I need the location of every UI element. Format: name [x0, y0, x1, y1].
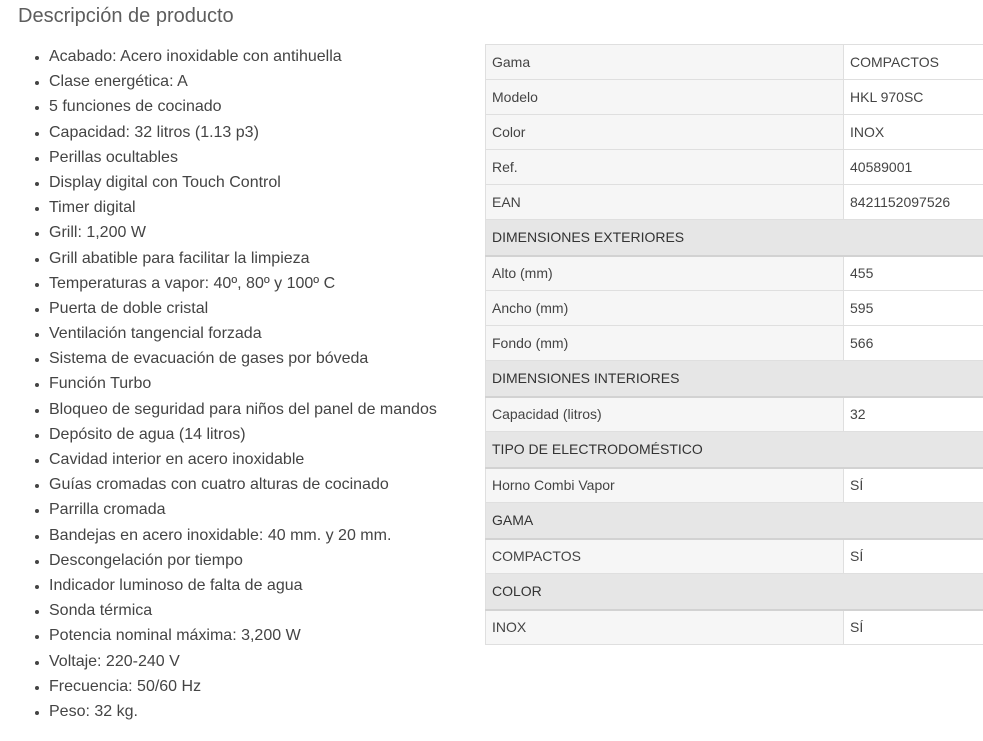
- feature-item: • Depósito de agua (14 litros): [49, 422, 437, 447]
- feature-item: • Indicador luminoso de falta de agua: [49, 573, 437, 598]
- spec-key: INOX: [486, 610, 844, 645]
- feature-item: • Puerta de doble cristal: [49, 296, 437, 321]
- spec-value: 595: [844, 291, 983, 326]
- feature-item: • Guías cromadas con cuatro alturas de cocinado: [49, 472, 437, 497]
- feature-item: • Parrilla cromada: [49, 497, 437, 522]
- spec-value: SÍ: [844, 468, 983, 503]
- feature-item: • Cavidad interior en acero inoxidable: [49, 447, 437, 472]
- feature-item: • Frecuencia: 50/60 Hz: [49, 674, 437, 699]
- feature-item: • Bandejas en acero inoxidable: 40 mm. y 20 mm.: [49, 523, 437, 548]
- spec-value: 455: [844, 256, 983, 291]
- feature-item: • Grill: 1,200 W: [49, 220, 437, 245]
- spec-section-title: DIMENSIONES EXTERIORES: [486, 220, 983, 256]
- spec-section-header: [486, 503, 983, 539]
- feature-item: • Función Turbo: [49, 371, 437, 396]
- spec-value: 8421152097526: [844, 185, 983, 220]
- feature-item: • Voltaje: 220-240 V: [49, 649, 437, 674]
- spec-table: [485, 44, 983, 645]
- feature-item: • Descongelación por tiempo: [49, 548, 437, 573]
- spec-key: Horno Combi Vapor: [486, 468, 844, 503]
- feature-list: [30, 44, 437, 724]
- spec-row: [486, 150, 983, 185]
- spec-row: [486, 539, 983, 574]
- feature-item: • Display digital con Touch Control: [49, 170, 437, 195]
- feature-item: • Potencia nominal máxima: 3,200 W: [49, 623, 437, 648]
- spec-value: COMPACTOS: [844, 45, 983, 80]
- spec-key: Ref.: [486, 150, 844, 185]
- spec-value: INOX: [844, 115, 983, 150]
- spec-key: COMPACTOS: [486, 539, 844, 574]
- spec-value: SÍ: [844, 539, 983, 574]
- spec-row: [486, 468, 983, 503]
- spec-section-title: GAMA: [486, 503, 983, 539]
- spec-key: EAN: [486, 185, 844, 220]
- feature-item: • Perillas ocultables: [49, 145, 437, 170]
- feature-item: • Peso: 32 kg.: [49, 699, 437, 724]
- spec-row: [486, 397, 983, 432]
- spec-value: HKL 970SC: [844, 80, 983, 115]
- spec-key: Color: [486, 115, 844, 150]
- spec-row: [486, 115, 983, 150]
- feature-item: • Temperaturas a vapor: 40º, 80º y 100º C: [49, 271, 437, 296]
- feature-item: • Ventilación tangencial forzada: [49, 321, 437, 346]
- spec-row: [486, 185, 983, 220]
- feature-item: • Capacidad: 32 litros (1.13 p3): [49, 120, 437, 145]
- spec-row: [486, 45, 983, 80]
- spec-row: [486, 256, 983, 291]
- feature-item: • Acabado: Acero inoxidable con antihuella: [49, 44, 437, 69]
- spec-value: 566: [844, 326, 983, 361]
- feature-item: • Bloqueo de seguridad para niños del panel de mandos: [49, 397, 437, 422]
- spec-section-header: [486, 574, 983, 610]
- spec-key: Ancho (mm): [486, 291, 844, 326]
- spec-key: Alto (mm): [486, 256, 844, 291]
- feature-item: • Timer digital: [49, 195, 437, 220]
- spec-row: [486, 80, 983, 115]
- spec-section-title: DIMENSIONES INTERIORES: [486, 361, 983, 397]
- feature-item: • Sonda térmica: [49, 598, 437, 623]
- feature-item: • Sistema de evacuación de gases por bóveda: [49, 346, 437, 371]
- feature-item: • 5 funciones de cocinado: [49, 94, 437, 119]
- feature-item: • Grill abatible para facilitar la limpieza: [49, 246, 437, 271]
- spec-key: Capacidad (litros): [486, 397, 844, 432]
- spec-key: Fondo (mm): [486, 326, 844, 361]
- spec-value: 32: [844, 397, 983, 432]
- spec-row: [486, 610, 983, 645]
- feature-item: • Clase energética: A: [49, 69, 437, 94]
- section-title: Descripción de producto: [18, 5, 234, 27]
- spec-section-header: [486, 361, 983, 397]
- spec-section-title: COLOR: [486, 574, 983, 610]
- spec-key: Gama: [486, 45, 844, 80]
- spec-section-header: [486, 432, 983, 468]
- spec-row: [486, 326, 983, 361]
- spec-value: 40589001: [844, 150, 983, 185]
- spec-section-header: [486, 220, 983, 256]
- spec-value: SÍ: [844, 610, 983, 645]
- spec-key: Modelo: [486, 80, 844, 115]
- spec-row: [486, 291, 983, 326]
- spec-section-title: TIPO DE ELECTRODOMÉSTICO: [486, 432, 983, 468]
